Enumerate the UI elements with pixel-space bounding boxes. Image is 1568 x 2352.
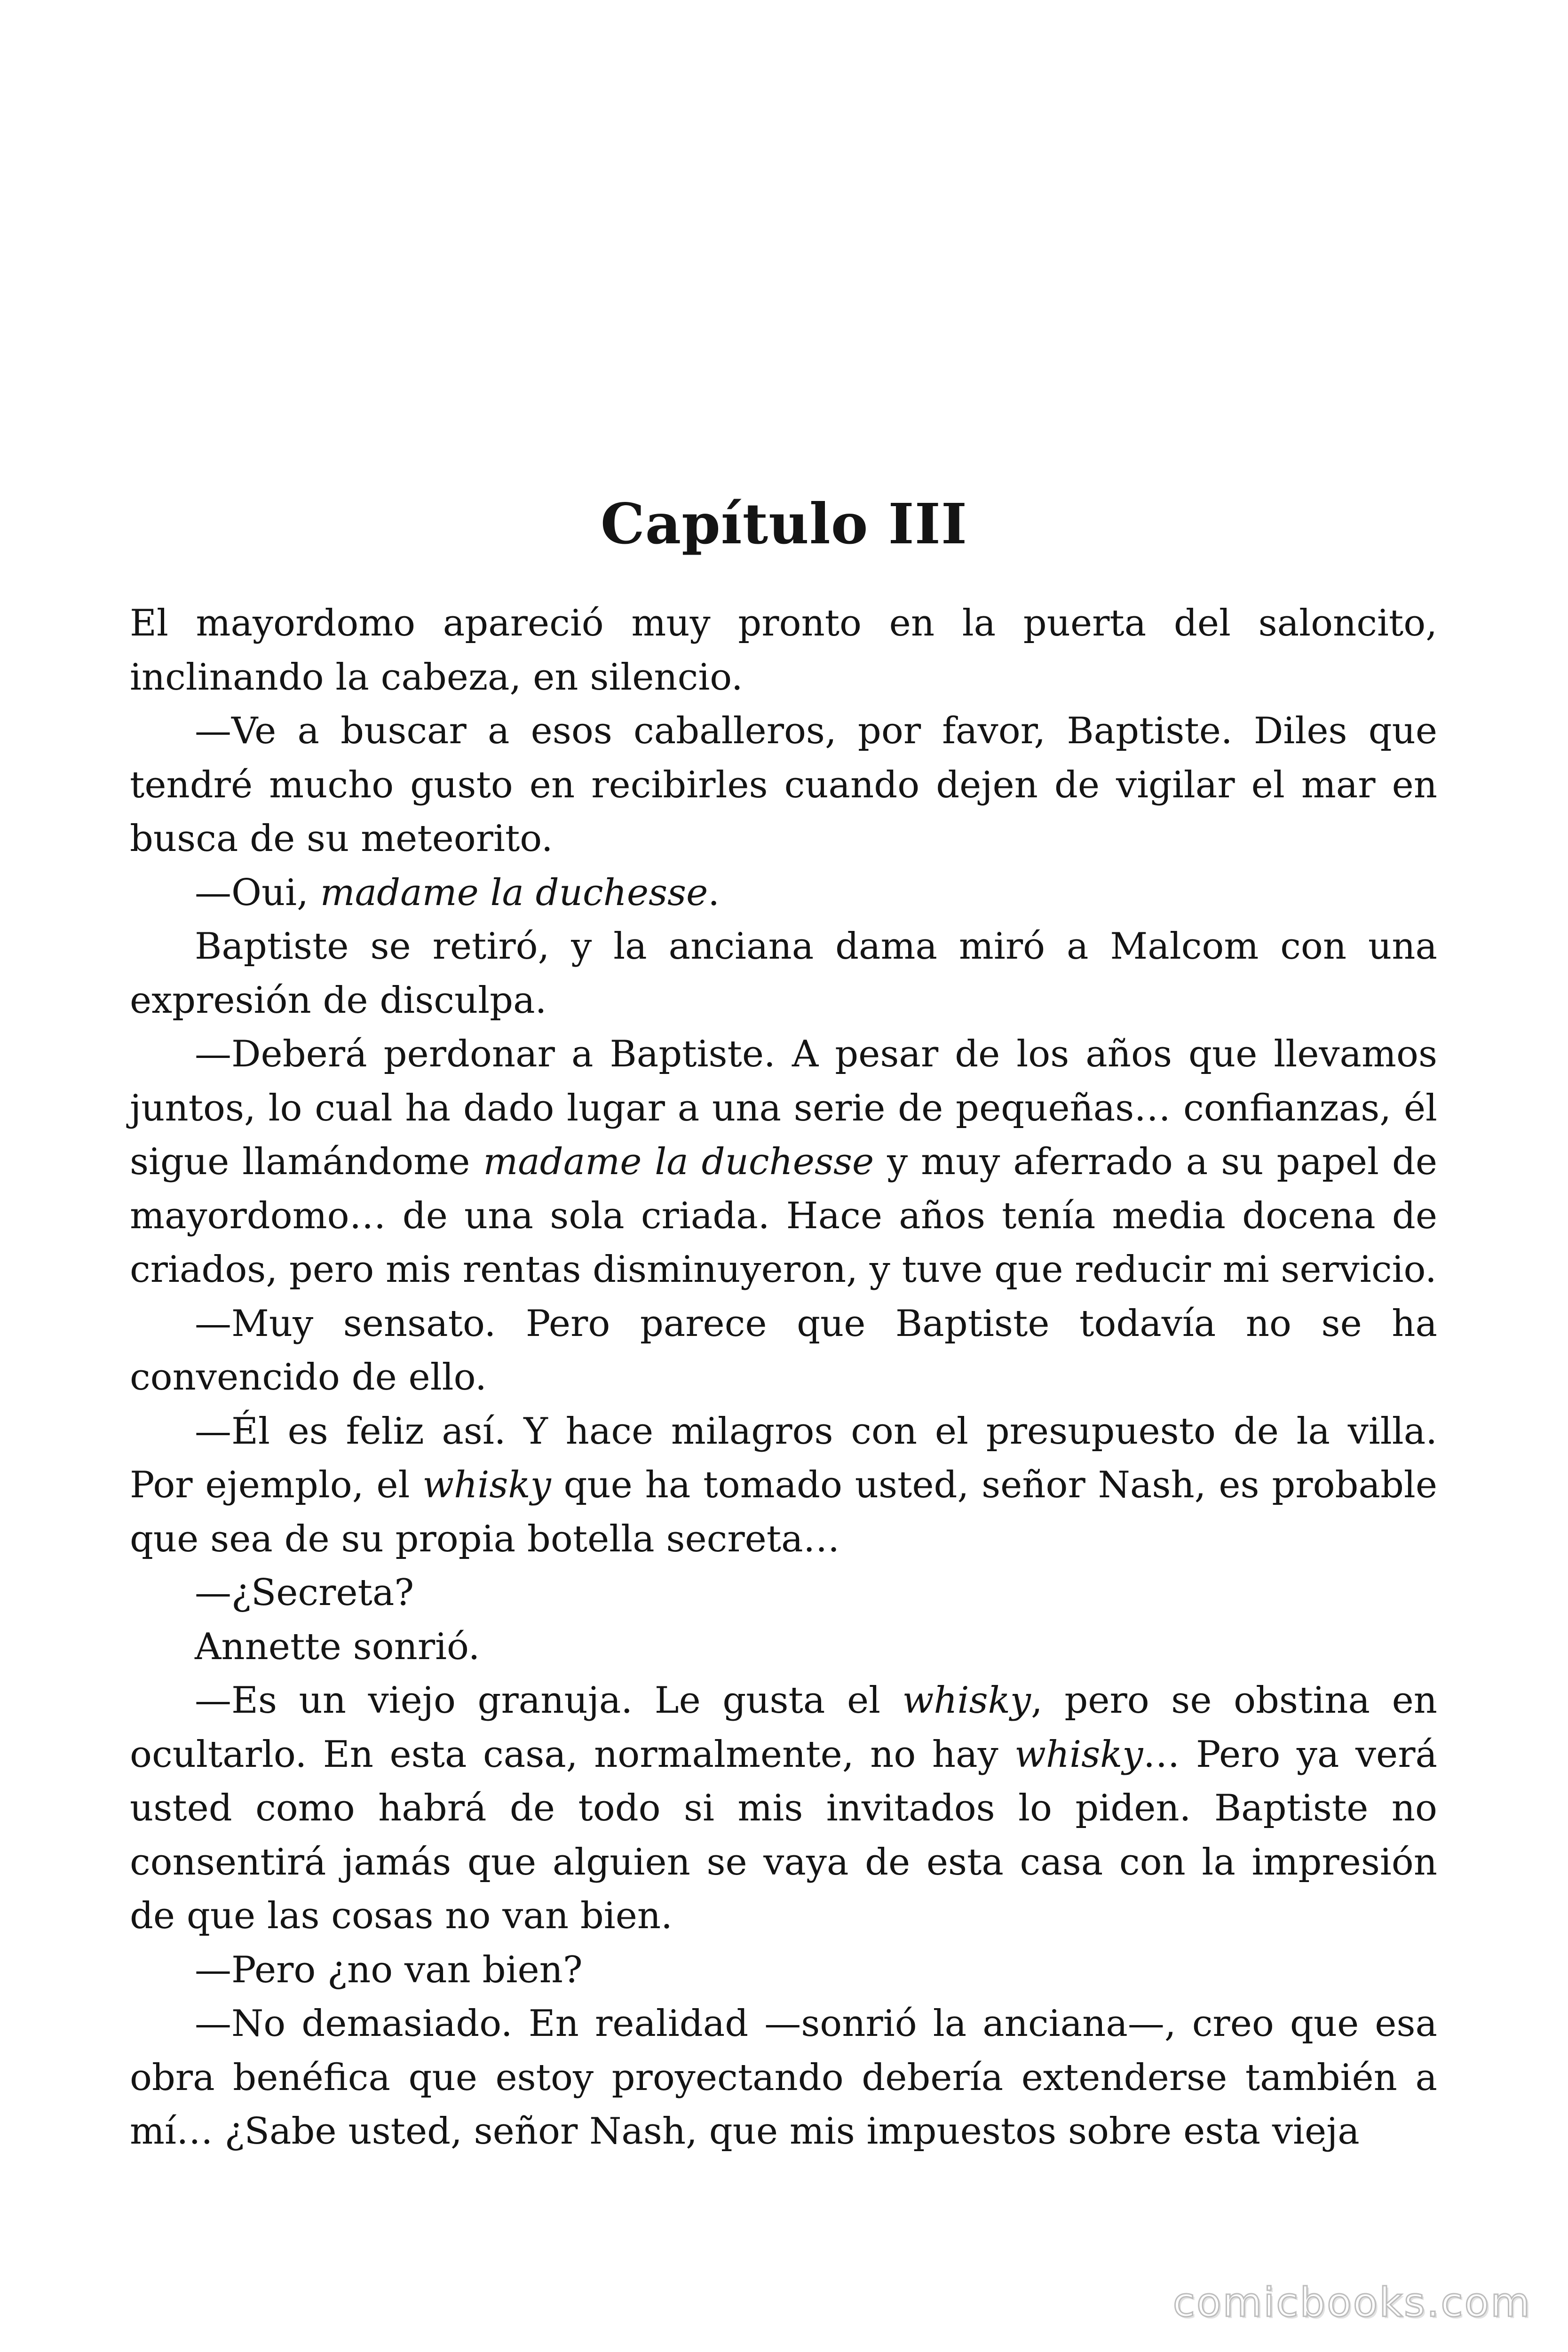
text-segment: y muy aferrado a su papel de mayordomo… de una sola criada. Hace años tenía media docena de criados, pero mis rentas disminuyeron, y tuve que reducir mi servicio. xyxy=(130,1141,1437,1291)
text-segment: —Ve a buscar a esos caballeros, por favor, Baptiste. Diles que tendré mucho gusto en recibirles cuando dejen de vigilar el mar en busca de su meteorito. xyxy=(130,710,1437,860)
text-segment: —Muy sensato. Pero parece que Baptiste todavía no se ha convencido de ello. xyxy=(130,1302,1437,1398)
paragraph xyxy=(130,866,1437,920)
text-segment: El mayordomo apareció muy pronto en la puerta del saloncito, inclinando la cabeza, en silencio. xyxy=(130,602,1437,699)
paragraph xyxy=(130,1297,1437,1405)
text-segment: —Pero ¿no van bien? xyxy=(195,1948,583,1991)
text-segment: … Pero ya verá usted como habrá de todo si mis invitados lo piden. Baptiste no consentirá jamás que alguien se vaya de esta casa con la impresión de que las cosas no van bien. xyxy=(130,1733,1437,1937)
text-segment: —¿Secreta? xyxy=(195,1572,414,1614)
paragraph xyxy=(130,704,1437,866)
chapter-body xyxy=(130,596,1437,2159)
text-segment: , pero se obstina en ocultarlo. En esta casa, normalmente, no hay xyxy=(130,1679,1438,1776)
italic-text: madame la duchesse xyxy=(483,1141,874,1183)
text-segment: Baptiste se retiró, y la anciana dama miró a Malcom con una expresión de disculpa. xyxy=(130,925,1437,1022)
chapter-title: Capítulo III xyxy=(600,491,968,557)
paragraph xyxy=(130,1620,1437,1674)
watermark: comicbooks.com xyxy=(1172,2279,1531,2326)
text-segment: . xyxy=(708,871,720,914)
paragraph xyxy=(130,1405,1437,1566)
text-segment: —Oui, xyxy=(195,871,320,914)
text-segment: que ha tomado usted, señor Nash, es probable que sea de su propia botella secreta… xyxy=(130,1464,1438,1560)
paragraph xyxy=(130,1566,1437,1620)
paragraph xyxy=(130,1027,1437,1297)
text-segment: —Es un viejo granuja. Le gusta el xyxy=(195,1679,903,1722)
text-segment: Annette sonrió. xyxy=(195,1625,480,1668)
text-segment: —No demasiado. En realidad —sonrió la anciana—, creo que esa obra benéfica que estoy proyectando debería extenderse también a mí… ¿Sabe usted, señor Nash, que mis impuestos sobre esta vieja xyxy=(130,2002,1437,2153)
paragraph xyxy=(130,1997,1437,2159)
paragraph xyxy=(130,1674,1437,1943)
text-segment: —Deberá perdonar a Baptiste. A pesar de los años que llevamos juntos, lo cual ha dado lugar a una serie de pequeñas… confianzas, él sigue llamándome xyxy=(130,1033,1437,1183)
paragraph xyxy=(130,596,1437,704)
italic-text: whisky xyxy=(1014,1733,1143,1776)
italic-text: whisky xyxy=(902,1679,1031,1722)
italic-text: madame la duchesse xyxy=(320,871,708,914)
italic-text: whisky xyxy=(422,1464,551,1506)
paragraph xyxy=(130,1943,1437,1997)
text-segment: —Él es feliz así. Y hace milagros con el presupuesto de la villa. Por ejemplo, el xyxy=(130,1410,1437,1506)
paragraph xyxy=(130,920,1437,1027)
